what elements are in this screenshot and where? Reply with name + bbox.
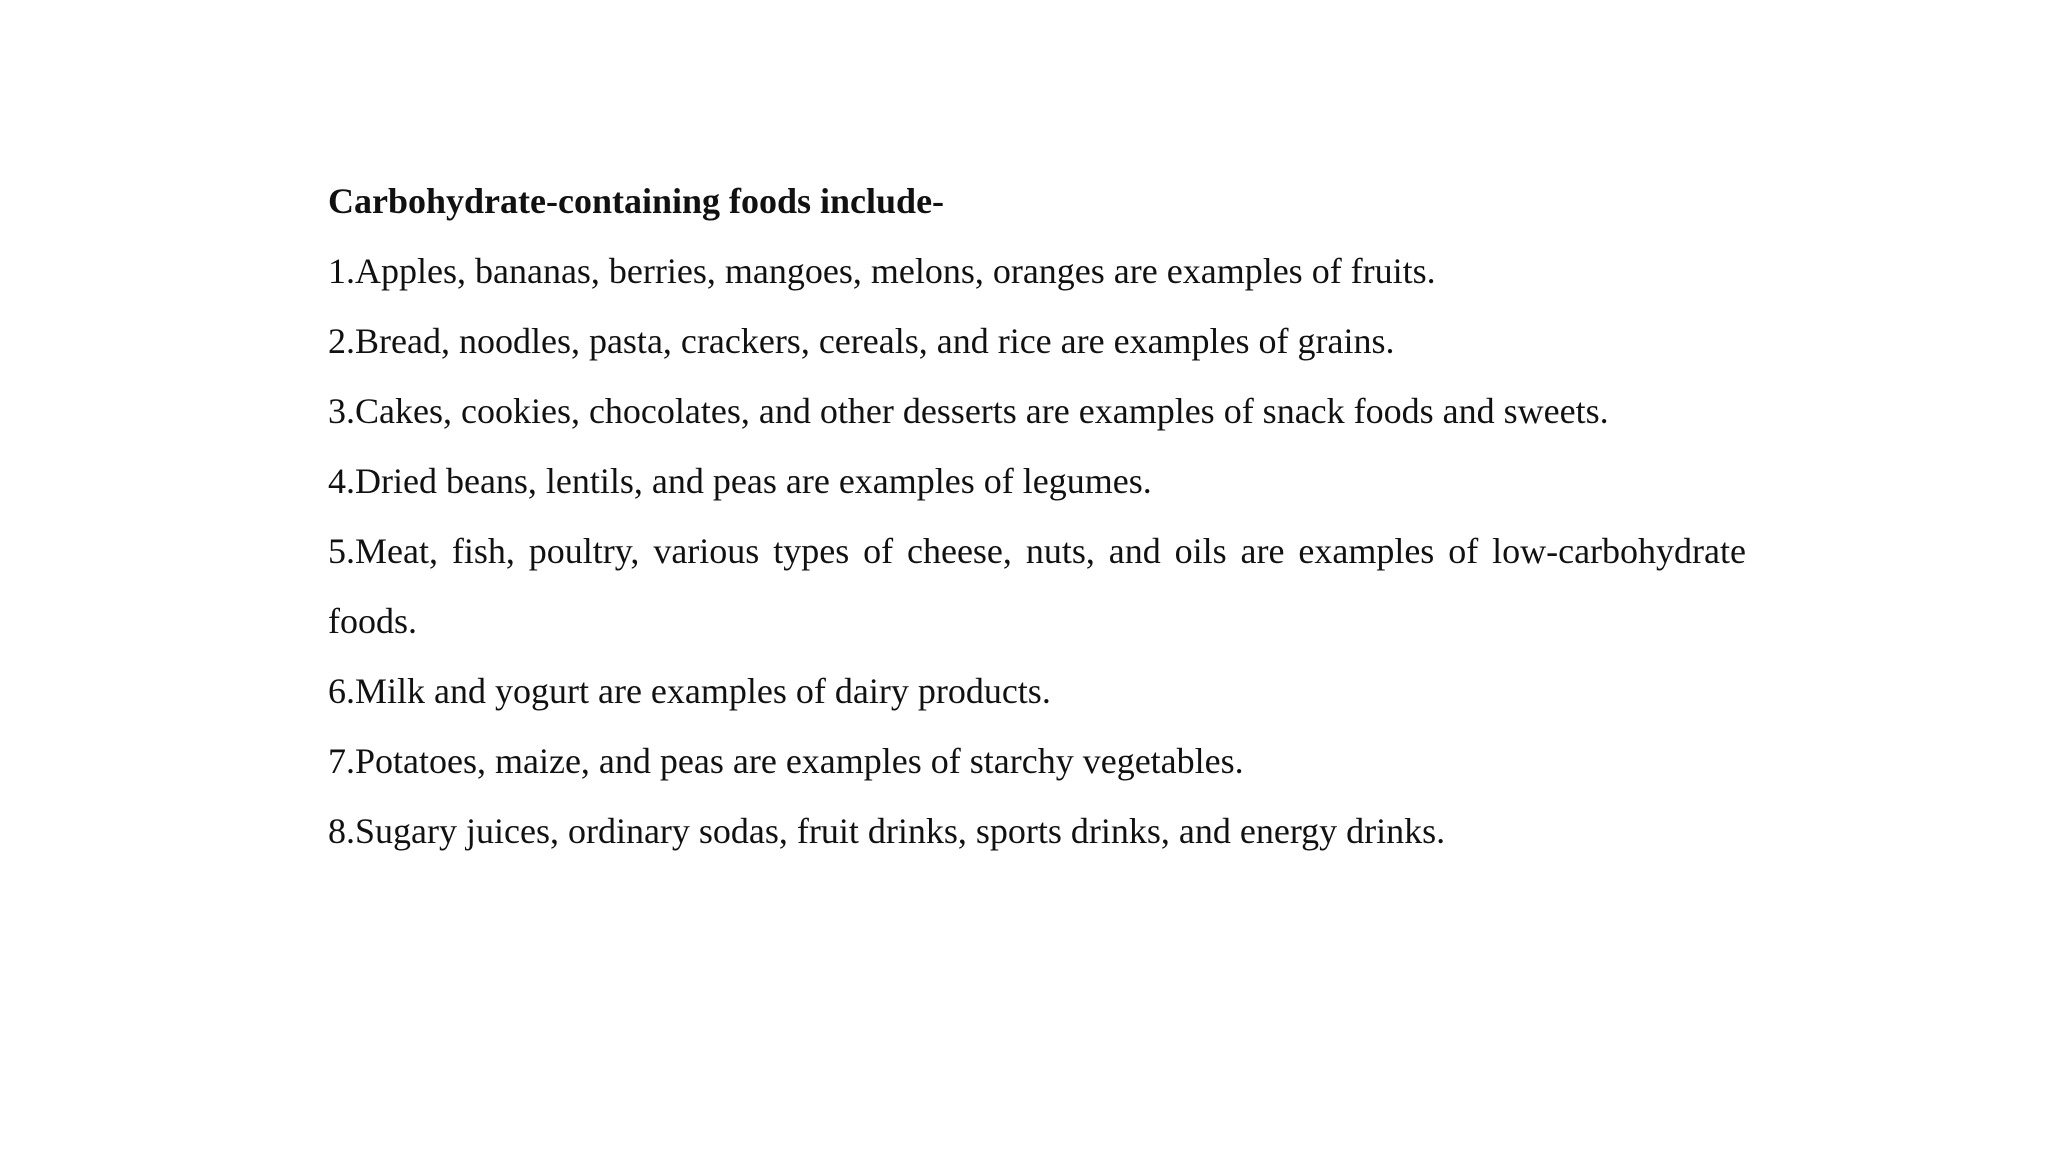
- list-item-sugary-drinks: 8.Sugary juices, ordinary sodas, fruit drinks, sports drinks, and energy drinks.: [328, 811, 1446, 851]
- list-item-fruits: 1.Apples, bananas, berries, mangoes, melons, oranges are examples of fruits.: [328, 251, 1436, 291]
- list-item-starchy-vegetables: 7.Potatoes, maize, and peas are examples of starchy vegetables.: [328, 741, 1244, 781]
- document-body: [328, 166, 1746, 866]
- list-item-legumes: 4.Dried beans, lentils, and peas are examples of legumes.: [328, 461, 1152, 501]
- list-item-snacks-sweets: 3.Cakes, cookies, chocolates, and other desserts are examples of snack foods and sweets.: [328, 391, 1609, 431]
- list-item-grains: 2.Bread, noodles, pasta, crackers, cereals, and rice are examples of grains.: [328, 321, 1395, 361]
- carbohydrate-food-list: [328, 236, 1746, 866]
- document-heading: Carbohydrate-containing foods include-: [328, 181, 945, 221]
- list-item-low-carbohydrate: 5.Meat, fish, poultry, various types of cheese, nuts, and oils are examples of low-carbohydrate foods.: [328, 531, 1746, 641]
- list-item-dairy: 6.Milk and yogurt are examples of dairy products.: [328, 671, 1051, 711]
